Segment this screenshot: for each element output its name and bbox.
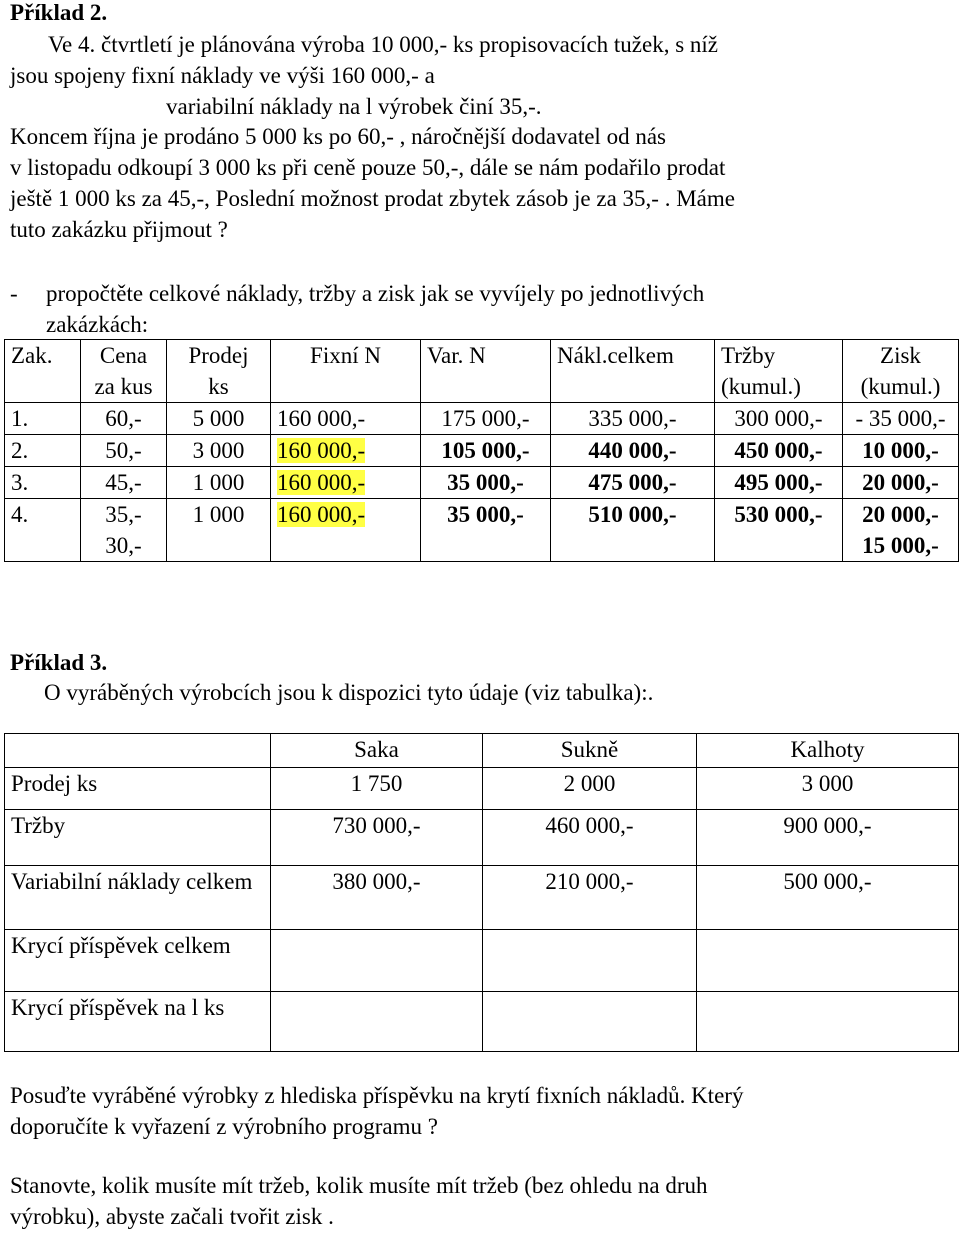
example-2-title: Příklad 2. bbox=[10, 0, 108, 25]
header-cell: Cena za kus bbox=[81, 340, 167, 403]
fixed-costs: 160 000,- bbox=[271, 435, 421, 467]
value-cell bbox=[697, 992, 959, 1052]
order-number: 2. bbox=[5, 435, 81, 467]
table-row bbox=[5, 992, 959, 1052]
ex2-text-line: variabilní náklady na l výrobek činí 35,-. bbox=[166, 94, 542, 119]
profit-cumulative: 10 000,- bbox=[843, 435, 959, 467]
ex2-text-line: v listopadu odkoupí 3 000 ks při ceně pouze 50,-, dále se nám podařilo prodat bbox=[10, 155, 726, 180]
value-cell bbox=[271, 930, 483, 992]
products-header-row bbox=[5, 734, 959, 768]
total-costs: 440 000,- bbox=[551, 435, 715, 467]
value-cell: 900 000,- bbox=[697, 810, 959, 866]
total-costs: 475 000,- bbox=[551, 467, 715, 499]
question-2-line: výrobku), abyste začali tvořit zisk . bbox=[10, 1204, 334, 1229]
value-cell bbox=[483, 992, 697, 1052]
ex2-text-line: jsou spojeny fixní náklady ve výši 160 000,- a bbox=[10, 63, 435, 88]
value-cell: 1 750 bbox=[271, 768, 483, 810]
header-cell: Var. N bbox=[421, 340, 551, 403]
profit-cumulative: 20 000,- bbox=[843, 467, 959, 499]
header-cell: Kalhoty bbox=[697, 734, 959, 768]
profit-cumulative: 20 000,- 15 000,- bbox=[843, 499, 959, 562]
order-number: 1. bbox=[5, 403, 81, 435]
table-row bbox=[5, 768, 959, 810]
value-cell: 460 000,- bbox=[483, 810, 697, 866]
total-costs: 510 000,- bbox=[551, 499, 715, 562]
header-cell: Sukně bbox=[483, 734, 697, 768]
question-2-line: Stanovte, kolik musíte mít tržeb, kolik musíte mít tržeb (bez ohledu na druh bbox=[10, 1173, 708, 1198]
row-label: Tržby bbox=[5, 810, 271, 866]
ex2-text-line: tuto zakázku přijmout ? bbox=[10, 217, 228, 242]
unit-price: 35,- 30,- bbox=[81, 499, 167, 562]
table-row bbox=[5, 467, 959, 499]
value-cell: 2 000 bbox=[483, 768, 697, 810]
ex2-text-line: Koncem října je prodáno 5 000 ks po 60,- , náročnější dodavatel od nás bbox=[10, 124, 666, 149]
variable-costs: 175 000,- bbox=[421, 403, 551, 435]
quantity-sold: 1 000 bbox=[167, 499, 271, 562]
value-cell: 3 000 bbox=[697, 768, 959, 810]
revenue-cumulative: 530 000,- bbox=[715, 499, 843, 562]
quantity-sold: 1 000 bbox=[167, 467, 271, 499]
products-table bbox=[4, 733, 959, 1052]
fixed-costs: 160 000,- bbox=[271, 403, 421, 435]
header-cell: Zak. bbox=[5, 340, 81, 403]
value-cell bbox=[483, 930, 697, 992]
row-label: Variabilní náklady celkem bbox=[5, 866, 271, 930]
table-row bbox=[5, 866, 959, 930]
table-row bbox=[5, 810, 959, 866]
orders-table bbox=[4, 339, 959, 562]
revenue-cumulative: 300 000,- bbox=[715, 403, 843, 435]
task-bullet: - bbox=[10, 281, 18, 306]
row-label: Prodej ks bbox=[5, 768, 271, 810]
value-cell: 500 000,- bbox=[697, 866, 959, 930]
value-cell bbox=[697, 930, 959, 992]
order-number: 4. bbox=[5, 499, 81, 562]
ex2-text-line: ještě 1 000 ks za 45,-, Poslední možnost prodat zbytek zásob je za 35,- . Máme bbox=[10, 186, 735, 211]
value-cell bbox=[271, 992, 483, 1052]
header-cell: Nákl.celkem bbox=[551, 340, 715, 403]
variable-costs: 35 000,- bbox=[421, 467, 551, 499]
header-cell: Tržby (kumul.) bbox=[715, 340, 843, 403]
task-text: propočtěte celkové náklady, tržby a zisk jak se vyvíjely po jednotlivých bbox=[46, 281, 705, 306]
unit-price: 45,- bbox=[81, 467, 167, 499]
example-3-title: Příklad 3. bbox=[10, 650, 108, 675]
revenue-cumulative: 450 000,- bbox=[715, 435, 843, 467]
table-row bbox=[5, 930, 959, 992]
ex3-intro: O vyráběných výrobcích jsou k dispozici tyto údaje (viz tabulka):. bbox=[44, 680, 654, 705]
table-row bbox=[5, 435, 959, 467]
table-row bbox=[5, 499, 959, 562]
total-costs: 335 000,- bbox=[551, 403, 715, 435]
quantity-sold: 3 000 bbox=[167, 435, 271, 467]
row-label: Krycí příspěvek na l ks bbox=[5, 992, 271, 1052]
header-cell: Saka bbox=[271, 734, 483, 768]
order-number: 3. bbox=[5, 467, 81, 499]
value-cell: 730 000,- bbox=[271, 810, 483, 866]
ex2-text-line: Ve 4. čtvrtletí je plánována výroba 10 000,- ks propisovacích tužek, s níž bbox=[48, 32, 719, 57]
unit-price: 60,- bbox=[81, 403, 167, 435]
orders-header-row bbox=[5, 340, 959, 403]
variable-costs: 105 000,- bbox=[421, 435, 551, 467]
variable-costs: 35 000,- bbox=[421, 499, 551, 562]
profit-cumulative: - 35 000,- bbox=[843, 403, 959, 435]
row-label: Krycí příspěvek celkem bbox=[5, 930, 271, 992]
revenue-cumulative: 495 000,- bbox=[715, 467, 843, 499]
question-1-line: doporučíte k vyřazení z výrobního programu ? bbox=[10, 1114, 438, 1139]
header-cell: Prodej ks bbox=[167, 340, 271, 403]
fixed-costs: 160 000,- bbox=[271, 499, 421, 562]
table-row bbox=[5, 403, 959, 435]
task-text: zakázkách: bbox=[46, 312, 149, 337]
value-cell: 210 000,- bbox=[483, 866, 697, 930]
fixed-costs: 160 000,- bbox=[271, 467, 421, 499]
header-cell: Zisk (kumul.) bbox=[843, 340, 959, 403]
header-cell: Fixní N bbox=[271, 340, 421, 403]
question-1-line: Posuďte vyráběné výrobky z hlediska příspěvku na krytí fixních nákladů. Který bbox=[10, 1083, 744, 1108]
quantity-sold: 5 000 bbox=[167, 403, 271, 435]
unit-price: 50,- bbox=[81, 435, 167, 467]
value-cell: 380 000,- bbox=[271, 866, 483, 930]
header-empty-cell bbox=[5, 734, 271, 768]
